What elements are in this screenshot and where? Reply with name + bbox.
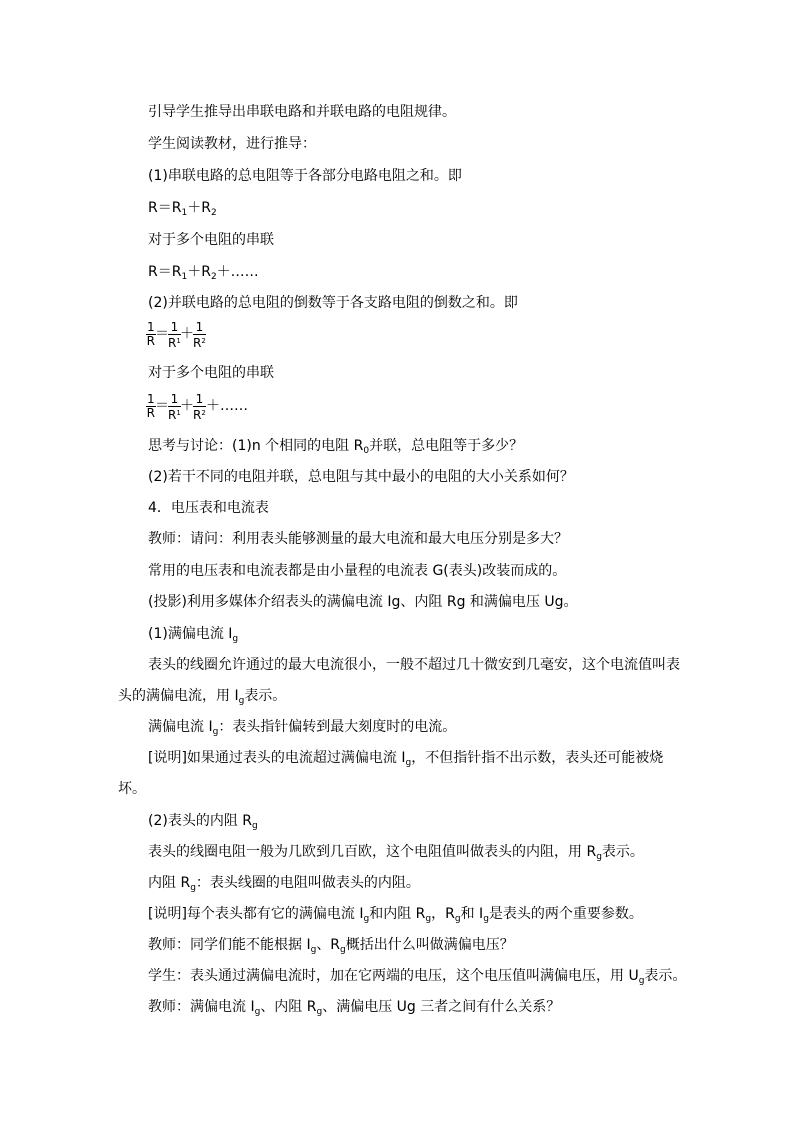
- ellipsis-tail: ＋……: [206, 398, 248, 414]
- text-line: 教师：请问：利用表头能够测量的最大电流和最大电压分别是多大？: [148, 531, 568, 547]
- text-line: (1)满偏电流 $I_g$: [148, 626, 239, 644]
- text-line: 头的满偏电流，用 $I_g$表示。: [118, 688, 287, 706]
- formula-series-many: $R=R_1+R_2+\dots\dots$: [148, 264, 259, 282]
- fraction-1-over-r2: $\frac{1}{R^2}$: [193, 320, 206, 350]
- fraction-1-over-r2: $\frac{1}{R^2}$: [193, 392, 206, 422]
- section-heading: 4．电压表和电流表: [148, 500, 269, 516]
- equals-sign: ＝: [155, 326, 169, 342]
- formula-series-two: $R=R_1+R_2$: [148, 200, 217, 218]
- text-line: 对于多个电阻的串联: [148, 232, 274, 248]
- text-line: 表头的线圈允许通过的最大电流很小，一般不超过几十微安到几毫安，这个电流值叫表: [148, 657, 680, 673]
- text-line: 坏。: [118, 781, 146, 797]
- fraction-1-over-r1: $\frac{1}{R^1}$: [168, 392, 181, 422]
- text-line: 教师：满偏电流 $I_g$、内阻 $R_g$、满偏电压 Ug 三者之间有什么关系？: [148, 999, 561, 1017]
- text-line: 表头的线圈电阻一般为几欧到几百欧，这个电阻值叫做表头的内阻，用 $R_g$表示。: [148, 844, 644, 862]
- plus-sign: ＋: [180, 326, 194, 342]
- text-line: (1)串联电路的总电阻等于各部分电路电阻之和。即: [148, 168, 462, 184]
- text-line: (2)表头的内阻 $R_g$: [148, 813, 258, 831]
- text-line: (2)并联电路的总电阻的倒数等于各支路电阻的倒数之和。即: [148, 295, 518, 311]
- text-line: [说明]每个表头都有它的满偏电流 $I_g$和内阻 $R_g$，$R_g$和 $I_g$是表头的两个重要参数。: [148, 906, 643, 924]
- fraction-1-over-r: $\frac{1}{R}$: [146, 320, 155, 348]
- text-line: 满偏电流 $I_g$：表头指针偏转到最大刻度时的电流。: [148, 719, 457, 737]
- fraction-1-over-r: $\frac{1}{R}$: [146, 392, 155, 420]
- text-line: 学生：表头通过满偏电流时，加在它两端的电压，这个电压值叫满偏电压，用 $U_g$表示。: [148, 968, 687, 986]
- text-line: [说明]如果通过表头的电流超过满偏电流 $I_g$，不但指针指不出示数，表头还可能被烧: [148, 750, 664, 768]
- text-line: 思考与讨论：(1)n 个相同的电阻 $R_0$并联，总电阻等于多少？: [148, 438, 524, 456]
- equals-sign: ＝: [155, 398, 169, 414]
- text-line: 内阻 $R_g$：表头线圈的电阻叫做表头的内阻。: [148, 875, 420, 893]
- text-line: 引导学生推导出串联电路和并联电路的电阻规律。: [148, 104, 456, 120]
- text-line: 对于多个电阻的串联: [148, 365, 274, 381]
- text-line: (2)若干不同的电阻并联，总电阻与其中最小的电阻的大小关系如何？: [148, 469, 574, 485]
- plus-sign: ＋: [180, 398, 194, 414]
- text-line: 教师：同学们能不能根据 $I_g$、$R_g$概括出什么叫做满偏电压？: [148, 937, 514, 955]
- text-line: 学生阅读教材，进行推导：: [148, 136, 316, 152]
- text-line: (投影)利用多媒体介绍表头的满偏电流 Ig、内阻 Rg 和满偏电压 Ug。: [148, 594, 578, 610]
- text-line: 常用的电压表和电流表都是由小量程的电流表 G(表头)改装而成的。: [148, 563, 567, 579]
- fraction-1-over-r1: $\frac{1}{R^1}$: [168, 320, 181, 350]
